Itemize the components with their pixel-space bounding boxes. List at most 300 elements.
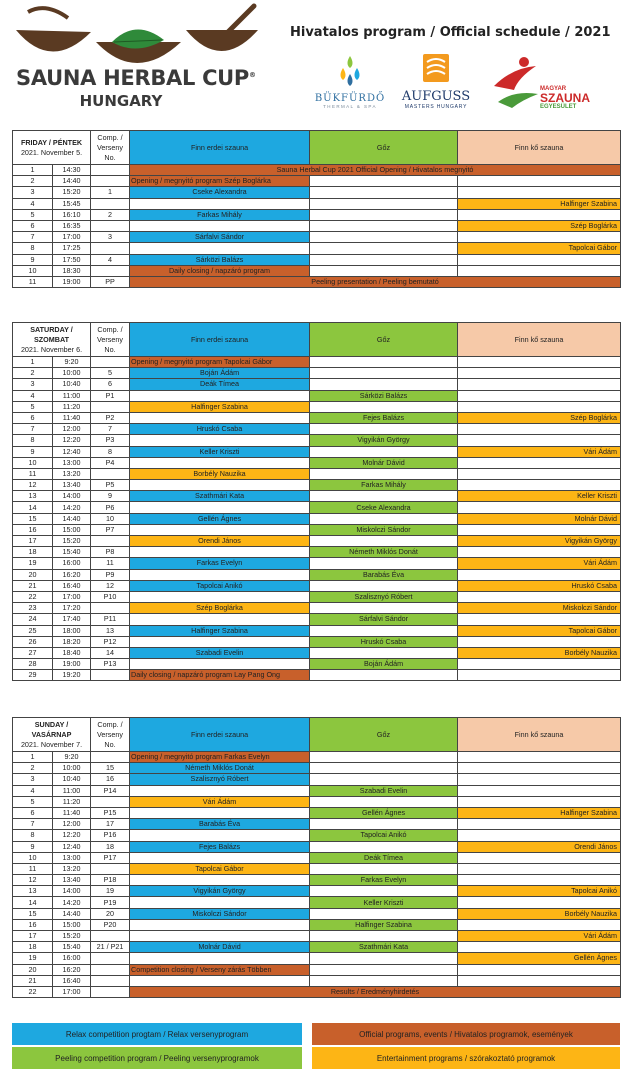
row-comp-no <box>91 243 130 254</box>
row-number: 3 <box>13 379 53 390</box>
finn-ko-cell <box>458 357 621 368</box>
row-time: 13:00 <box>53 457 91 468</box>
row-time: 12:40 <box>53 446 91 457</box>
row-time: 16:40 <box>53 975 91 986</box>
row-comp-no <box>91 796 130 807</box>
finn-ko-cell <box>458 752 621 763</box>
goz-cell: Szalisznyó Róbert <box>310 591 458 602</box>
table-row <box>13 964 621 975</box>
row-comp-no <box>91 265 130 276</box>
finn-ko-cell <box>458 209 621 220</box>
finn-ko-cell <box>458 424 621 435</box>
goz-cell <box>310 863 458 874</box>
row-comp-no <box>91 220 130 231</box>
row-time: 13:40 <box>53 480 91 491</box>
table-row <box>13 368 621 379</box>
goz-cell <box>310 796 458 807</box>
row-comp-no: P19 <box>91 897 130 908</box>
row-time: 17:40 <box>53 614 91 625</box>
table-row <box>13 830 621 841</box>
goz-cell <box>310 819 458 830</box>
row-number: 2 <box>13 763 53 774</box>
legend-entertainment: Entertainment programs / szórakoztató programok <box>312 1047 620 1069</box>
finn-ko-cell <box>458 569 621 580</box>
finn-erdei-cell: Szathmári Kata <box>130 491 310 502</box>
table-row <box>13 379 621 390</box>
row-time: 15:00 <box>53 524 91 535</box>
table-row <box>13 807 621 818</box>
finn-erdei-cell <box>130 897 310 908</box>
table-row <box>13 254 621 265</box>
finn-ko-cell <box>458 480 621 491</box>
goz-cell <box>310 468 458 479</box>
finn-erdei-cell: Tapolcai Anikó <box>130 580 310 591</box>
row-number: 4 <box>13 785 53 796</box>
row-time: 18:20 <box>53 636 91 647</box>
row-time: 13:20 <box>53 468 91 479</box>
row-comp-no: P8 <box>91 547 130 558</box>
table-row <box>13 819 621 830</box>
finn-ko-cell <box>458 468 621 479</box>
finn-ko-cell <box>458 852 621 863</box>
row-time: 12:00 <box>53 424 91 435</box>
table-header-row <box>13 718 621 752</box>
row-comp-no: 3 <box>91 232 130 243</box>
finn-ko-header: Finn kő szauna <box>458 718 621 752</box>
finn-erdei-cell <box>130 457 310 468</box>
legend-official: Official programs, events / Hivatalos programok, események <box>312 1023 620 1045</box>
finn-ko-cell <box>458 975 621 986</box>
table-row <box>13 513 621 524</box>
row-time: 18:30 <box>53 265 91 276</box>
goz-cell <box>310 841 458 852</box>
row-time: 14:40 <box>53 908 91 919</box>
finn-ko-cell <box>458 614 621 625</box>
finn-erdei-cell <box>130 220 310 231</box>
goz-cell <box>310 401 458 412</box>
magyar-szauna-logo: MAGYAR SZAUNA EGYESÜLET <box>540 86 590 110</box>
goz-cell: Deák Tímea <box>310 852 458 863</box>
finn-erdei-cell <box>130 524 310 535</box>
finn-ko-cell <box>458 379 621 390</box>
row-time: 15:40 <box>53 547 91 558</box>
row-time: 15:20 <box>53 187 91 198</box>
goz-cell <box>310 625 458 636</box>
finn-erdei-cell: Németh Miklós Donát <box>130 763 310 774</box>
finn-erdei-cell <box>130 412 310 423</box>
row-number: 1 <box>13 752 53 763</box>
finn-erdei-cell <box>130 931 310 942</box>
finn-erdei-header: Finn erdei szauna <box>130 131 310 165</box>
row-time: 11:40 <box>53 412 91 423</box>
row-number: 4 <box>13 390 53 401</box>
table-row <box>13 276 621 287</box>
row-number: 2 <box>13 176 53 187</box>
row-comp-no <box>91 964 130 975</box>
finn-erdei-cell <box>130 785 310 796</box>
table-row <box>13 468 621 479</box>
finn-erdei-cell: Halfinger Szabina <box>130 625 310 636</box>
goz-cell: Halfinger Szabina <box>310 919 458 930</box>
goz-cell <box>310 536 458 547</box>
finn-erdei-cell: Vigyikán György <box>130 886 310 897</box>
event-span-cell: Peeling presentation / Peeling bemutató <box>130 276 621 287</box>
row-comp-no <box>91 863 130 874</box>
row-number: 27 <box>13 647 53 658</box>
finn-ko-cell: Vári Ádám <box>458 446 621 457</box>
row-number: 26 <box>13 636 53 647</box>
goz-cell: Gellén Ágnes <box>310 807 458 818</box>
row-time: 11:00 <box>53 390 91 401</box>
row-time: 9:20 <box>53 357 91 368</box>
table-row <box>13 647 621 658</box>
goz-cell <box>310 209 458 220</box>
goz-cell <box>310 975 458 986</box>
finn-ko-cell <box>458 390 621 401</box>
row-comp-no: 9 <box>91 491 130 502</box>
table-row <box>13 536 621 547</box>
row-time: 12:00 <box>53 819 91 830</box>
row-comp-no: 21 / P21 <box>91 942 130 953</box>
row-comp-no <box>91 357 130 368</box>
finn-ko-cell: Borbély Nauzika <box>458 908 621 919</box>
row-number: 4 <box>13 198 53 209</box>
row-time: 15:45 <box>53 198 91 209</box>
row-time: 19:20 <box>53 670 91 681</box>
row-number: 17 <box>13 931 53 942</box>
row-number: 8 <box>13 830 53 841</box>
goz-cell <box>310 558 458 569</box>
table-row <box>13 908 621 919</box>
goz-cell <box>310 424 458 435</box>
row-comp-no: P20 <box>91 919 130 930</box>
table-row <box>13 796 621 807</box>
goz-cell: Tapolcai Anikó <box>310 830 458 841</box>
table-row <box>13 942 621 953</box>
table-row <box>13 603 621 614</box>
row-number: 24 <box>13 614 53 625</box>
aufguss-logo: AUFGUSS MASTERS HUNGARY <box>396 52 476 110</box>
row-time: 16:00 <box>53 953 91 964</box>
table-row <box>13 390 621 401</box>
goz-cell <box>310 603 458 614</box>
row-time: 16:35 <box>53 220 91 231</box>
finn-ko-cell <box>458 547 621 558</box>
goz-cell: Farkas Evelyn <box>310 875 458 886</box>
finn-erdei-header: Finn erdei szauna <box>130 323 310 357</box>
finn-ko-cell: Tapolcai Gábor <box>458 243 621 254</box>
finn-ko-cell: Hruskó Csaba <box>458 580 621 591</box>
finn-ko-cell <box>458 232 621 243</box>
finn-ko-cell: Molnár Dávid <box>458 513 621 524</box>
finn-erdei-cell: Sárközi Balázs <box>130 254 310 265</box>
table-row <box>13 446 621 457</box>
finn-erdei-cell: Molnár Dávid <box>130 942 310 953</box>
row-comp-no <box>91 536 130 547</box>
row-number: 7 <box>13 424 53 435</box>
table-row <box>13 357 621 368</box>
table-row <box>13 763 621 774</box>
row-comp-no: 12 <box>91 580 130 591</box>
goz-cell: Molnár Dávid <box>310 457 458 468</box>
flame-icon <box>421 52 451 84</box>
magyar-szauna-figure-icon <box>488 56 548 110</box>
row-comp-no: P11 <box>91 614 130 625</box>
row-comp-no: P13 <box>91 659 130 670</box>
row-number: 5 <box>13 401 53 412</box>
row-comp-no: P6 <box>91 502 130 513</box>
row-time: 17:25 <box>53 243 91 254</box>
row-comp-no <box>91 176 130 187</box>
finn-erdei-cell: Miskolczi Sándor <box>130 908 310 919</box>
finn-erdei-cell <box>130 807 310 818</box>
row-comp-no: 18 <box>91 841 130 852</box>
row-time: 10:40 <box>53 379 91 390</box>
finn-erdei-cell <box>130 390 310 401</box>
row-comp-no: PP <box>91 276 130 287</box>
table-row <box>13 220 621 231</box>
row-number: 11 <box>13 468 53 479</box>
table-row <box>13 785 621 796</box>
row-comp-no: P18 <box>91 875 130 886</box>
finn-erdei-cell: Daily closing / napzáró program Lay Pang Ong <box>130 670 310 681</box>
row-comp-no: 15 <box>91 763 130 774</box>
row-time: 14:00 <box>53 491 91 502</box>
table-row <box>13 558 621 569</box>
table-row <box>13 897 621 908</box>
goz-cell <box>310 513 458 524</box>
event-span-cell: Results / Eredményhirdetés <box>130 986 621 997</box>
finn-ko-cell: Tapolcai Anikó <box>458 886 621 897</box>
row-time: 17:50 <box>53 254 91 265</box>
row-comp-no: 20 <box>91 908 130 919</box>
herbal-bowls-icon <box>6 2 268 72</box>
table-row <box>13 580 621 591</box>
finn-erdei-cell <box>130 919 310 930</box>
water-drops-icon <box>335 54 365 88</box>
finn-ko-cell: Vigyikán György <box>458 536 621 547</box>
goz-cell <box>310 265 458 276</box>
logo-title: SAUNA HERBAL CUP® <box>16 66 256 90</box>
finn-erdei-cell: Vári Ádám <box>130 796 310 807</box>
goz-cell <box>310 254 458 265</box>
table-row <box>13 412 621 423</box>
finn-ko-header: Finn kő szauna <box>458 323 621 357</box>
finn-ko-cell <box>458 863 621 874</box>
row-time: 16:20 <box>53 964 91 975</box>
bukfurdo-logo: BÜKFÜRDŐ THERMAL & SPA <box>310 54 390 109</box>
finn-ko-cell <box>458 254 621 265</box>
row-number: 6 <box>13 807 53 818</box>
row-number: 5 <box>13 796 53 807</box>
row-time: 16:20 <box>53 569 91 580</box>
row-comp-no: 17 <box>91 819 130 830</box>
finn-erdei-cell: Opening / megnyitó program Farkas Evelyn <box>130 752 310 763</box>
row-time: 14:30 <box>53 165 91 176</box>
row-number: 22 <box>13 591 53 602</box>
row-time: 13:40 <box>53 875 91 886</box>
row-time: 14:20 <box>53 897 91 908</box>
goz-cell: Farkas Mihály <box>310 480 458 491</box>
row-number: 18 <box>13 547 53 558</box>
row-number: 20 <box>13 569 53 580</box>
table-row <box>13 502 621 513</box>
row-number: 3 <box>13 774 53 785</box>
table-row <box>13 841 621 852</box>
row-comp-no: P12 <box>91 636 130 647</box>
goz-cell: Hruskó Csaba <box>310 636 458 647</box>
table-row <box>13 569 621 580</box>
row-number: 3 <box>13 187 53 198</box>
table-row <box>13 986 621 997</box>
finn-ko-cell <box>458 919 621 930</box>
goz-cell <box>310 446 458 457</box>
goz-cell <box>310 357 458 368</box>
finn-erdei-cell: Borbély Nauzika <box>130 468 310 479</box>
row-comp-no: 6 <box>91 379 130 390</box>
finn-erdei-cell: Fejes Balázs <box>130 841 310 852</box>
row-comp-no: P16 <box>91 830 130 841</box>
finn-erdei-cell: Farkas Mihály <box>130 209 310 220</box>
finn-erdei-cell: Hruskó Csaba <box>130 424 310 435</box>
finn-ko-cell: Halfinger Szabina <box>458 198 621 209</box>
row-time: 12:20 <box>53 830 91 841</box>
row-time: 11:40 <box>53 807 91 818</box>
finn-erdei-cell <box>130 569 310 580</box>
row-comp-no: 16 <box>91 774 130 785</box>
goz-cell <box>310 908 458 919</box>
finn-erdei-cell: Gellén Ágnes <box>130 513 310 524</box>
finn-erdei-cell: Keller Kriszti <box>130 446 310 457</box>
finn-ko-cell: Szép Boglárka <box>458 220 621 231</box>
table-row <box>13 636 621 647</box>
goz-cell: Németh Miklós Donát <box>310 547 458 558</box>
table-row <box>13 863 621 874</box>
row-number: 19 <box>13 953 53 964</box>
row-time: 15:20 <box>53 536 91 547</box>
goz-cell: Vigyikán György <box>310 435 458 446</box>
finn-ko-cell <box>458 774 621 785</box>
row-comp-no: P7 <box>91 524 130 535</box>
goz-cell: Sárközi Balázs <box>310 390 458 401</box>
row-comp-no: 13 <box>91 625 130 636</box>
row-comp-no: P4 <box>91 457 130 468</box>
page-title: Hivatalos program / Official schedule / 2021 <box>290 25 611 40</box>
finn-erdei-cell <box>130 243 310 254</box>
row-number: 23 <box>13 603 53 614</box>
row-number: 20 <box>13 964 53 975</box>
goz-cell <box>310 220 458 231</box>
finn-ko-header: Finn kő szauna <box>458 131 621 165</box>
row-time: 15:20 <box>53 931 91 942</box>
row-time: 19:00 <box>53 659 91 670</box>
finn-ko-cell <box>458 763 621 774</box>
finn-ko-cell: Vári Ádám <box>458 931 621 942</box>
event-span-cell: Sauna Herbal Cup 2021 Official Opening / Hivatalos megnyitó <box>130 165 621 176</box>
table-header-row <box>13 131 621 165</box>
goz-cell <box>310 647 458 658</box>
finn-erdei-cell <box>130 852 310 863</box>
finn-ko-cell <box>458 435 621 446</box>
finn-erdei-cell: Barabás Éva <box>130 819 310 830</box>
finn-erdei-cell: Szalisznyó Róbert <box>130 774 310 785</box>
row-comp-no: 5 <box>91 368 130 379</box>
row-number: 19 <box>13 558 53 569</box>
finn-erdei-cell <box>130 636 310 647</box>
sunday-schedule-table <box>12 717 621 998</box>
row-comp-no: 2 <box>91 209 130 220</box>
row-number: 14 <box>13 502 53 513</box>
goz-cell <box>310 232 458 243</box>
row-time: 10:00 <box>53 763 91 774</box>
row-comp-no: P17 <box>91 852 130 863</box>
finn-ko-cell <box>458 457 621 468</box>
table-row <box>13 659 621 670</box>
finn-erdei-cell: Opening / megnyitó program Szép Boglárka <box>130 176 310 187</box>
table-row <box>13 774 621 785</box>
finn-erdei-cell <box>130 830 310 841</box>
row-comp-no <box>91 165 130 176</box>
row-comp-no: 14 <box>91 647 130 658</box>
row-time: 18:00 <box>53 625 91 636</box>
finn-erdei-cell <box>130 435 310 446</box>
finn-ko-cell <box>458 796 621 807</box>
row-comp-no: P5 <box>91 480 130 491</box>
table-row <box>13 875 621 886</box>
row-number: 7 <box>13 232 53 243</box>
finn-ko-cell <box>458 502 621 513</box>
goz-cell <box>310 176 458 187</box>
goz-cell <box>310 379 458 390</box>
row-comp-no <box>91 603 130 614</box>
table-row <box>13 491 621 502</box>
finn-erdei-cell: Competition closing / Verseny zárás Többen <box>130 964 310 975</box>
row-comp-no: 1 <box>91 187 130 198</box>
goz-header: Gőz <box>310 718 458 752</box>
row-time: 14:40 <box>53 513 91 524</box>
row-comp-no: P14 <box>91 785 130 796</box>
table-row <box>13 670 621 681</box>
row-time: 13:00 <box>53 852 91 863</box>
row-comp-no: P10 <box>91 591 130 602</box>
finn-erdei-header: Finn erdei szauna <box>130 718 310 752</box>
goz-cell <box>310 491 458 502</box>
finn-ko-cell <box>458 401 621 412</box>
finn-erdei-cell <box>130 480 310 491</box>
row-comp-no: 10 <box>91 513 130 524</box>
finn-erdei-cell <box>130 502 310 513</box>
finn-ko-cell <box>458 176 621 187</box>
legend-relax: Relax competition progtam / Relax versenyprogram <box>12 1023 302 1045</box>
row-number: 6 <box>13 220 53 231</box>
row-time: 14:20 <box>53 502 91 513</box>
row-comp-no: P3 <box>91 435 130 446</box>
row-time: 14:00 <box>53 886 91 897</box>
saturday-schedule-table <box>12 322 621 681</box>
finn-ko-cell <box>458 524 621 535</box>
row-number: 9 <box>13 254 53 265</box>
row-time: 17:20 <box>53 603 91 614</box>
row-number: 10 <box>13 457 53 468</box>
row-number: 13 <box>13 886 53 897</box>
row-number: 8 <box>13 435 53 446</box>
finn-erdei-cell <box>130 975 310 986</box>
sauna-herbal-cup-logo <box>6 2 268 114</box>
row-number: 1 <box>13 357 53 368</box>
row-time: 16:10 <box>53 209 91 220</box>
table-row <box>13 886 621 897</box>
table-row <box>13 591 621 602</box>
